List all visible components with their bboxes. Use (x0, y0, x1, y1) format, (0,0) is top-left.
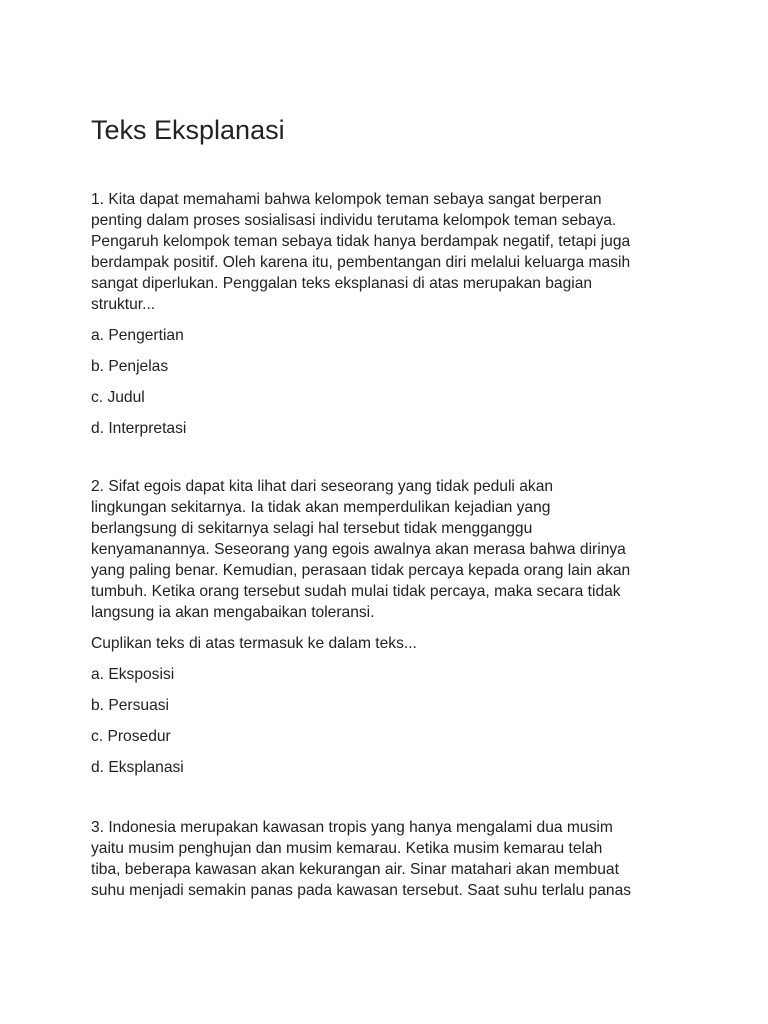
question-2-line: yang paling benar. Kemudian, perasaan tidak percaya kepada orang lain akan (91, 562, 631, 579)
question-1-option-d: d. Interpretasi (91, 420, 187, 437)
question-1-line: Pengaruh kelompok teman sebaya tidak hanya berdampak negatif, tetapi juga (91, 233, 631, 250)
question-2-option-c: c. Prosedur (91, 728, 171, 745)
question-2-line: tumbuh. Ketika orang tersebut sudah mulai tidak percaya, maka secara tidak (91, 583, 621, 600)
question-3-line: tiba, beberapa kawasan akan kekurangan air. Sinar matahari akan membuat (91, 861, 619, 878)
question-3-line: yaitu musim penghujan dan musim kemarau. Ketika musim kemarau telah (91, 840, 603, 857)
question-1 (91, 189, 691, 439)
question-1-line: penting dalam proses sosialisasi individu terutama kelompok teman sebaya. (91, 212, 617, 229)
question-1-option-c: c. Judul (91, 389, 145, 406)
question-2-line: berlangsung di sekitarnya selagi hal tersebut tidak mengganggu (91, 520, 533, 537)
question-2-option-b: b. Persuasi (91, 697, 170, 714)
question-2-line: 2. Sifat egois dapat kita lihat dari seseorang yang tidak peduli akan (91, 478, 554, 495)
question-2-line: lingkungan sekitarnya. Ia tidak akan memperdulikan kejadian yang (91, 499, 551, 516)
question-2-option-a: a. Eksposisi (91, 666, 175, 683)
question-3-line: suhu menjadi semakin panas pada kawasan tersebut. Saat suhu terlalu panas (91, 882, 632, 899)
question-2-line: langsung ia akan mengabaikan toleransi. (91, 604, 375, 621)
question-2-option-d: d. Eksplanasi (91, 759, 184, 776)
question-2 (91, 476, 691, 778)
document-title: Teks Eksplanasi (91, 115, 285, 145)
question-1-line: 1. Kita dapat memahami bahwa kelompok teman sebaya sangat berperan (91, 191, 602, 208)
question-1-line: sangat diperlukan. Penggalan teks eksplanasi di atas merupakan bagian (91, 275, 593, 292)
question-1-option-a: a. Pengertian (91, 327, 184, 344)
question-2-prompt: Cuplikan teks di atas termasuk ke dalam teks... (91, 635, 417, 652)
question-3 (91, 817, 691, 901)
question-3-line: 3. Indonesia merupakan kawasan tropis yang hanya mengalami dua musim (91, 819, 613, 836)
question-1-line: berdampak positif. Oleh karena itu, pembentangan diri melalui keluarga masih (91, 254, 631, 271)
question-2-line: kenyamanannya. Seseorang yang egois awalnya akan merasa bahwa dirinya (91, 541, 626, 558)
question-1-line: struktur... (91, 296, 156, 313)
question-1-option-b: b. Penjelas (91, 358, 169, 375)
